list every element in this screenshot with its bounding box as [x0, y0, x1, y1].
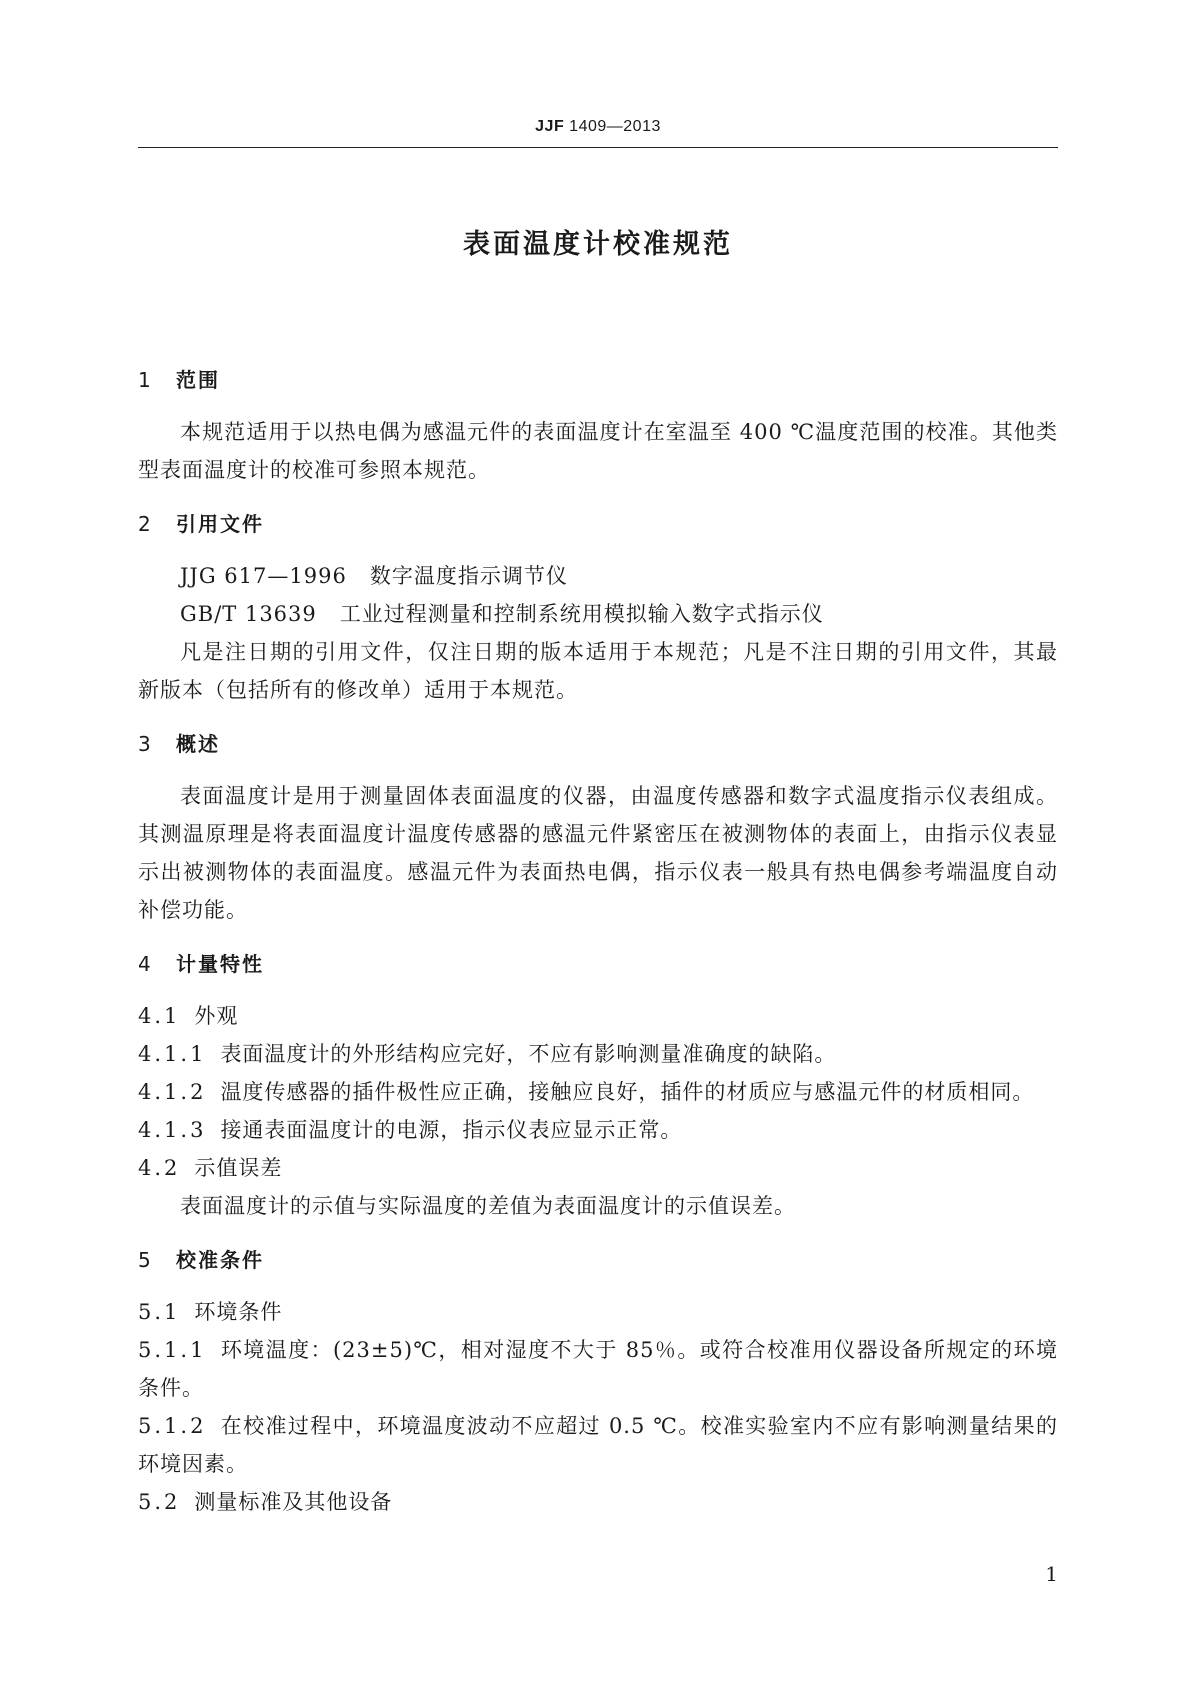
clause-number: 4.1.1: [138, 1042, 207, 1066]
reference-item: [138, 557, 1058, 595]
clause-number: 4.1.2: [138, 1080, 207, 1104]
reference-title: 工业过程测量和控制系统用模拟输入数字式指示仪: [339, 602, 824, 626]
clause-text: 示值误差: [194, 1156, 283, 1180]
clause-number: 4.2: [138, 1156, 181, 1180]
clause-number: 4.1.3: [138, 1118, 207, 1142]
section-heading-references: [138, 509, 1058, 539]
clause-text: 外观: [194, 1004, 239, 1028]
section-heading-overview: [138, 729, 1058, 759]
clause-text: 在校准过程中，环境温度波动不应超过 0.5 ℃。校准实验室内不应有影响测量结果的环境因素。: [138, 1414, 1058, 1476]
document-title: 表面温度计校准规范: [463, 229, 733, 260]
clause-5-1-2: [138, 1407, 1058, 1483]
indication-error-paragraph: 表面温度计的示值与实际温度的差值为表面温度计的示值误差。: [180, 1194, 796, 1218]
section-number: 4: [138, 952, 153, 976]
clause-number: 5.2: [138, 1490, 181, 1514]
section-title: 引用文件: [176, 512, 264, 536]
section-heading-calibration-conditions: [138, 1245, 1058, 1275]
clause-text: 温度传感器的插件极性应正确，接触应良好，插件的材质应与感温元件的材质相同。: [220, 1080, 1035, 1104]
section-title: 校准条件: [176, 1248, 264, 1272]
clause-text: 接通表面温度计的电源，指示仪表应显示正常。: [220, 1118, 683, 1142]
clause-4-1-2: [138, 1073, 1058, 1111]
reference-code: JJG 617—1996: [180, 564, 347, 588]
reference-code: GB/T 13639: [180, 602, 317, 626]
clause-4-1-3: [138, 1111, 1058, 1149]
header-rule: [138, 147, 1058, 148]
references-note-paragraph: 凡是注日期的引用文件，仅注日期的版本适用于本规范；凡是不注日期的引用文件，其最新版本（包括所有的修改单）适用于本规范。: [138, 640, 1058, 702]
section-number: 3: [138, 732, 153, 756]
section-heading-scope: [138, 365, 1058, 395]
section-number: 5: [138, 1248, 153, 1272]
overview-paragraph: 表面温度计是用于测量固体表面温度的仪器，由温度传感器和数字式温度指示仪表组成。其测温原理是将表面温度计温度传感器的感温元件紧密压在被测物体的表面上，由指示仪表显示出被测物体的表面温度。感温元件为表面热电偶，指示仪表一般具有热电偶参考端温度自动补偿功能。: [138, 784, 1058, 922]
clause-number: 5.1.2: [138, 1414, 207, 1438]
clause-number: 5.1: [138, 1300, 181, 1324]
document-body: [138, 365, 1058, 1521]
clause-4-2: [138, 1149, 1058, 1187]
clause-number: 4.1: [138, 1004, 181, 1028]
scope-paragraph: 本规范适用于以热电偶为感温元件的表面温度计在室温至 400 ℃温度范围的校准。其他类型表面温度计的校准可参照本规范。: [138, 420, 1058, 482]
reference-title: 数字温度指示调节仪: [369, 564, 568, 588]
clause-5-1: [138, 1293, 1058, 1331]
clause-text: 环境条件: [194, 1300, 283, 1324]
clause-5-1-1: [138, 1331, 1058, 1407]
clause-number: 5.1.1: [138, 1338, 207, 1362]
standard-code-prefix: JJF: [535, 118, 565, 135]
clause-text: 测量标准及其他设备: [194, 1490, 393, 1514]
clause-text: 表面温度计的外形结构应完好，不应有影响测量准确度的缺陷。: [220, 1042, 837, 1066]
section-number: 1: [138, 368, 153, 392]
page-number: 1: [1045, 1562, 1058, 1586]
clause-4-1-1: [138, 1035, 1058, 1073]
section-title: 概述: [176, 732, 220, 756]
clause-text: 环境温度：(23±5)℃，相对湿度不大于 85％。或符合校准用仪器设备所规定的环境条件。: [138, 1338, 1058, 1400]
reference-item: [138, 595, 1058, 633]
clause-5-2: [138, 1483, 1058, 1521]
section-number: 2: [138, 512, 153, 536]
section-title: 计量特性: [176, 952, 264, 976]
section-title: 范围: [176, 368, 220, 392]
running-header: [138, 118, 1058, 136]
standard-code-number: 1409—2013: [569, 118, 661, 135]
section-heading-metrological-characteristics: [138, 949, 1058, 979]
clause-4-1: [138, 997, 1058, 1035]
